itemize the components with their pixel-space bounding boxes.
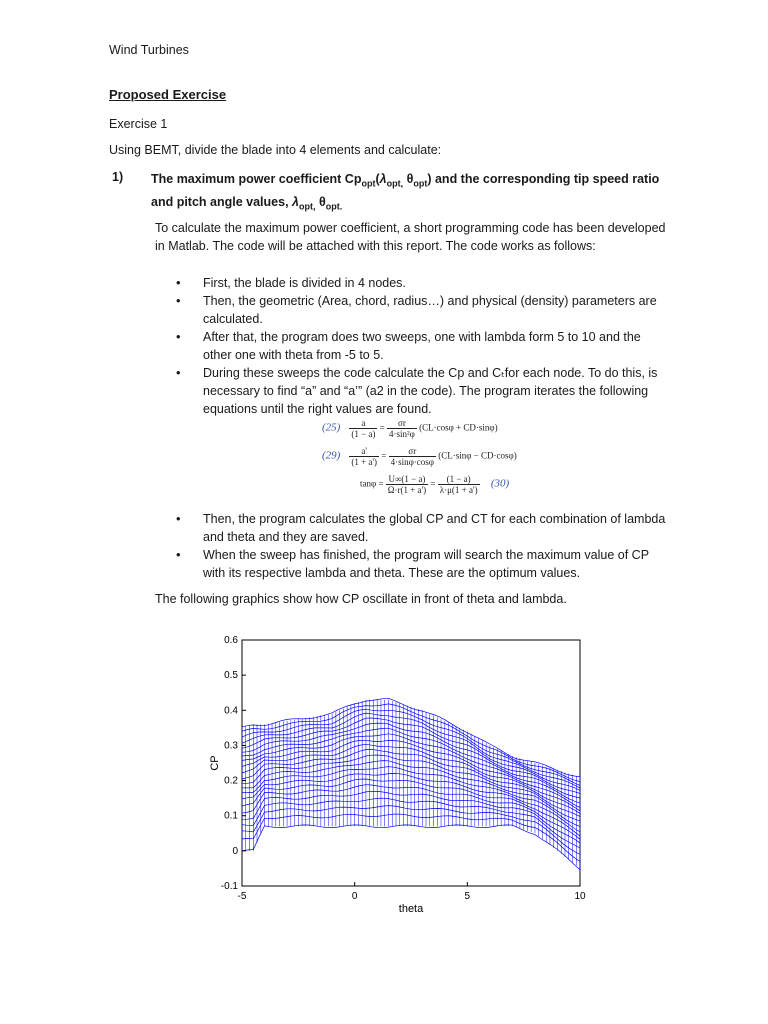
x-axis-label: theta [398, 903, 424, 915]
question-part: ( [375, 172, 380, 186]
fraction [387, 418, 417, 439]
y-tick-label: 0.3 [224, 740, 238, 752]
list-item: • After that, the program does two sweeps, one with lambda form 5 to 10 and the other one with theta from -5 to 5. [176, 328, 666, 364]
steps-list [176, 274, 666, 418]
y-tick-label: 0.4 [224, 705, 238, 717]
numerator: σr [389, 446, 436, 457]
equations-block [322, 418, 542, 502]
fraction [349, 418, 377, 439]
subscript: opt [361, 178, 376, 189]
fraction [438, 474, 480, 495]
denominator: 4·sin²φ [388, 429, 415, 439]
description-paragraph: To calculate the maximum power coefficient, a short programming code has been developed in Matlab. The code will be attached with this report. The code works as follows: [155, 221, 666, 253]
subscript: opt, [298, 201, 316, 211]
numerator: U∞(1 − a) [386, 474, 428, 485]
fraction [386, 474, 428, 495]
section-title: Proposed Exercise [109, 87, 227, 102]
x-tick-label: 10 [574, 891, 586, 902]
equation-term: tanφ = [360, 478, 384, 489]
y-tick-label: 0 [232, 845, 238, 857]
exercise-title: Exercise 1 [109, 117, 168, 131]
denominator: (1 − a) [351, 429, 376, 439]
cp-theta-chart [200, 628, 600, 918]
lambda-symbol: λ [379, 172, 387, 186]
equation-term: = [430, 478, 436, 489]
question-part: The maximum power coefficient Cp [151, 172, 362, 186]
numerator: (1 − a) [438, 474, 480, 485]
equation-tag: (29) [322, 449, 341, 462]
equation-29: (29) $\frac{a'}{(1 + a')}$ = $\frac{\sigma r}{4\cdot\sin\varphi\cdot\cos\varphi}$ (CL·sinφ − CD·cosφ) [322, 446, 517, 467]
equation-30 [322, 474, 542, 502]
running-header: Wind Turbines [109, 43, 189, 57]
list-item: • Then, the geometric (Area, chord, radius…) and physical (density) parameters are calculated. [176, 292, 666, 328]
numerator: a [349, 418, 377, 429]
theta-symbol: θ [406, 172, 414, 186]
equation-tag: (25) [322, 421, 341, 434]
list-item: • During these sweeps the code calculate the Cp and Cₜfor each node. To do this, is necessary to find “a” and “a’” (a2 in the code). The program iterates the following equations until the right values are found. [176, 364, 666, 418]
y-tick-label: 0.2 [224, 775, 238, 787]
x-tick-label: 5 [464, 891, 471, 902]
subscript: opt [413, 178, 428, 189]
lambda-symbol: λ [292, 194, 299, 209]
numerator: σr [387, 418, 417, 429]
question-number: 1) [112, 170, 124, 184]
y-axis-label: CP [209, 755, 221, 771]
equation-25: (25) $\frac{a}{(1 - a)}$ = $\frac{\sigma r}{\text{4·sin²φ}}$ (CL·cosφ + CD·sinφ) [322, 418, 498, 439]
question-part: ) and the corresponding tip speed ratio and pitch angle values, [151, 172, 660, 209]
y-tick-label: 0.5 [224, 670, 238, 682]
denominator: (1 + a') [351, 457, 378, 467]
theta-symbol: θ [318, 194, 326, 209]
intro-text: Using BEMT, divide the blade into 4 elements and calculate: [109, 143, 442, 157]
equation-tag: (30) [490, 477, 510, 490]
denominator: λ·μ(1 + a') [439, 485, 478, 495]
fraction [389, 446, 436, 467]
denominator: Ω·r(1 + a') [387, 485, 427, 495]
x-tick-label: -5 [237, 891, 247, 902]
equation-term: (CL·sinφ − CD·cosφ) [438, 450, 517, 461]
list-item: • When the sweep has finished, the program will search the maximum value of CP with its respective lambda and theta. These are the optimum values. [176, 546, 666, 582]
x-tick-label: 0 [351, 891, 358, 902]
denominator: 4·sinφ·cosφ [390, 457, 434, 467]
subscript: opt, [386, 178, 404, 189]
y-tick-label: -0.1 [220, 881, 238, 892]
subscript: opt. [325, 201, 343, 211]
y-tick-label: 0.6 [224, 635, 238, 646]
fraction [349, 446, 379, 467]
list-item: • First, the blade is divided in 4 nodes. [176, 274, 666, 292]
equation-term: (CL·cosφ + CD·sinφ) [419, 422, 498, 433]
question-text [151, 170, 661, 215]
list-item: • Then, the program calculates the global CP and CT for each combination of lambda and theta and they are saved. [176, 510, 666, 546]
numerator: a' [349, 446, 379, 457]
figure-caption: The following graphics show how CP oscillate in front of theta and lambda. [155, 592, 567, 606]
y-tick-label: 0.1 [224, 810, 238, 822]
results-list [176, 510, 666, 582]
